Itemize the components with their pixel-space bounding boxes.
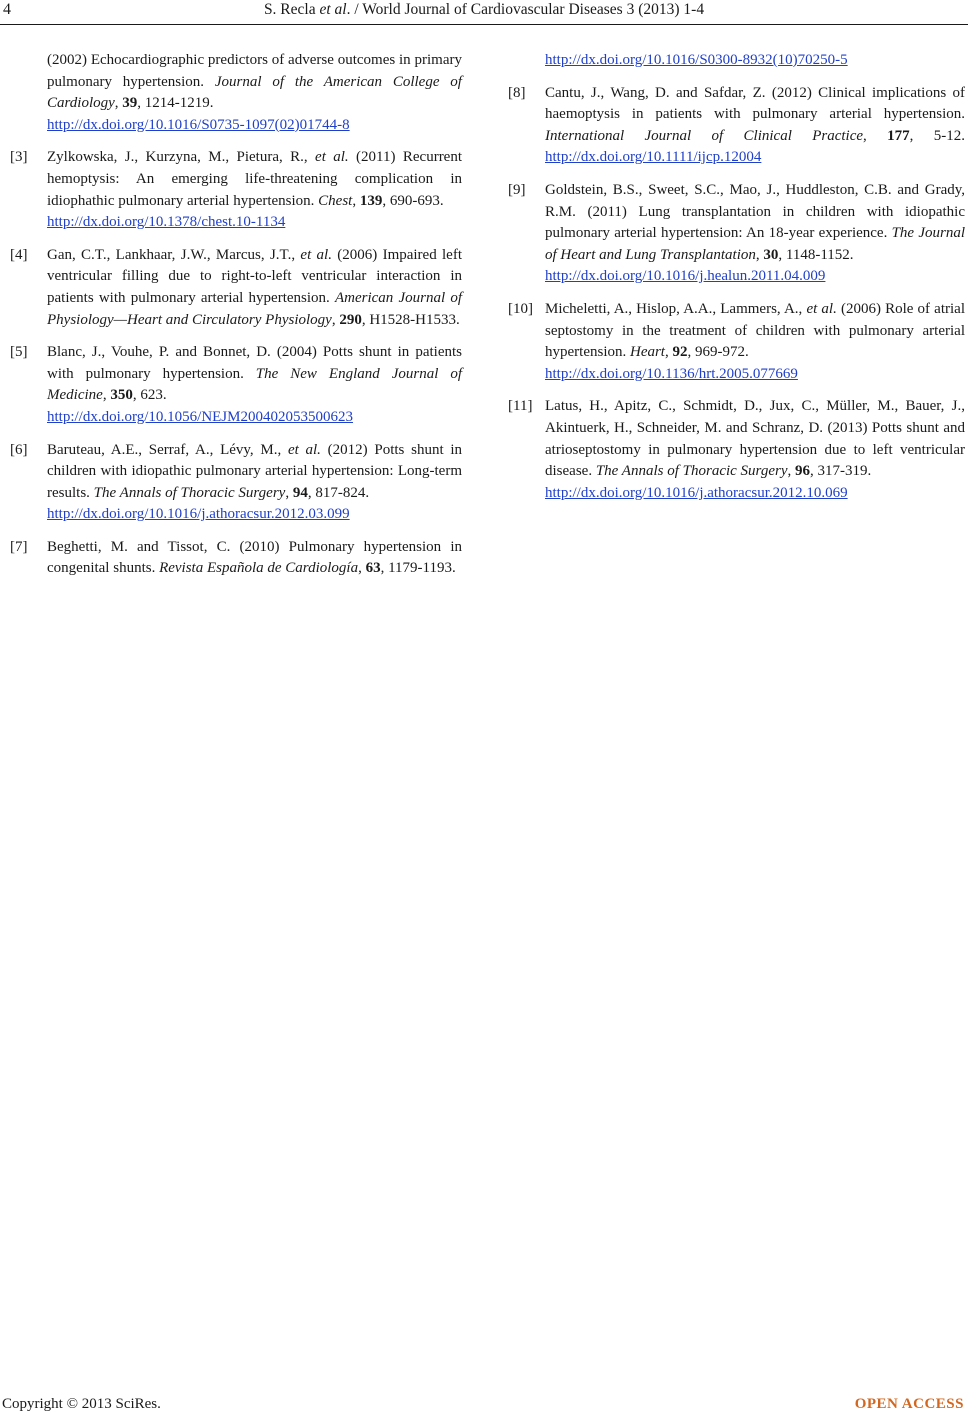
reference-pages: , 317-319. [810,463,872,480]
reference-separator: , [285,484,293,501]
reference-journal: The New England Journal of Medicine [47,365,462,404]
reference-doi-link[interactable]: http://dx.doi.org/10.1016/j.athoracsur.2012.03.099 [47,506,350,523]
reference-separator: , [352,192,360,209]
open-access-label: OPEN ACCESS [854,1396,964,1412]
reference-text [545,83,965,169]
reference-pages: , H1528-H1533. [361,311,460,328]
page-footer [0,1394,968,1414]
reference-authors: Blanc, J., Vouhe, P. and Bonnet, D. (2004) Potts shunt in patients with pulmonary hypertension. [47,344,462,382]
reference-text [545,50,965,72]
reference-entry [508,50,965,72]
reference-text [47,50,462,136]
reference-volume: 30 [763,246,779,263]
reference-volume: 177 [887,127,910,144]
reference-volume: 63 [365,560,381,577]
reference-journal: Chest [318,192,353,209]
reference-volume: 94 [292,484,308,501]
reference-doi-link[interactable]: http://dx.doi.org/10.1016/j.healun.2011.04.009 [545,268,826,285]
reference-entry [10,440,462,526]
reference-doi-link[interactable]: http://dx.doi.org/10.1016/S0735-1097(02)01744-8 [47,116,350,133]
reference-entry [10,147,462,233]
reference-journal: Heart [629,344,665,361]
reference-journal: The Journal of Heart and Lung Transplantation [545,225,965,263]
reference-pages: , 690-693. [382,192,444,209]
reference-pages: , 1214-1219. [137,95,214,112]
reference-doi-link[interactable]: http://dx.doi.org/10.1378/chest.10-1134 [47,214,286,231]
reference-text [545,180,965,288]
reference-pages: , 1148-1152. [778,246,854,263]
reference-pages: , 623. [132,387,167,404]
reference-volume: 290 [339,311,362,328]
reference-text [545,396,965,504]
reference-journal: International Journal of Clinical Practice [545,127,864,144]
running-title-etal: et al [319,1,347,18]
reference-volume: 92 [672,344,688,361]
reference-number: [7] [10,538,28,555]
reference-entry [508,180,965,288]
reference-title: (2006) Role of atrial septostomy in the treatment of children with pulmonary arterial hypertension. [545,300,965,361]
reference-journal: Journal of the American College of Cardiology [47,73,462,112]
reference-separator: , [114,95,123,112]
reference-doi-link[interactable]: http://dx.doi.org/10.1016/j.athoracsur.2012.10.069 [545,484,848,501]
reference-title: (2006) Impaired left ventricular filling due to right-to-left ventricular interaction in patients with pulmonary arterial hypertension. [47,246,463,306]
reference-separator: , [787,463,795,480]
page-number: 4 [3,1,11,18]
reference-entry [10,50,462,136]
reference-number: [10] [508,300,533,317]
reference-entry [10,245,462,331]
running-header [0,0,968,25]
reference-text [545,299,965,385]
reference-entry [508,83,965,169]
reference-volume: 96 [795,463,810,480]
reference-doi-link[interactable]: http://dx.doi.org/10.1056/NEJM200402053500623 [47,408,353,425]
reference-entry [10,342,462,428]
reference-pages: , 5-12. [909,127,966,144]
reference-authors: Cantu, J., Wang, D. and Safdar, Z. (2012) Clinical implications of haemoptysis in patients with pulmonary arterial hypertension. [545,84,965,123]
reference-text [47,147,462,233]
running-title-journal: . / World Journal of Cardiovascular Diseases 3 (2013) 1-4 [346,1,705,18]
reference-authors: Baruteau, A.E., Serraf, A., Lévy, M., [47,441,288,458]
reference-pages: , 817-824. [307,484,370,501]
reference-authors: Latus, H., Apitz, C., Schmidt, D., Jux, C., Müller, M., Bauer, J., Akintuerk, H., Schneider, M. and Schranz, D. (2013) Potts shunt and atrioseptostomy in pulmonary hypertension due to left ventricular disease. [545,398,965,480]
reference-number: [5] [10,344,28,361]
reference-separator: , [755,246,764,263]
reference-doi-link[interactable]: http://dx.doi.org/10.1111/ijcp.12004 [545,149,762,166]
reference-separator: , [331,311,340,328]
reference-separator: , [358,560,366,577]
reference-authors: Beghetti, M. and Tissot, C. (2010) Pulmonary hypertension in congenital shunts. [47,538,462,577]
reference-etal: et al. [315,149,349,166]
reference-authors: Goldstein, B.S., Sweet, S.C., Mao, J., Huddleston, C.B. and Grady, R.M. (2011) Lung transplantation in children with idiopathic pulmonary arterial hypertension: An 18-year experience. [545,181,965,242]
reference-title: (2012) Potts shunt in children with idiopathic pulmonary arterial hypertension: Long-term results. [47,441,462,501]
copyright-notice: Copyright © 2013 SciRes. [2,1396,161,1412]
reference-pages: , 1179-1193. [380,560,456,577]
reference-number: [11] [508,398,533,415]
reference-volume: 139 [359,192,383,209]
reference-journal: The Annals of Thoracic Surgery [93,484,286,501]
reference-journal: The Annals of Thoracic Surgery [595,463,788,480]
reference-number: [8] [508,84,526,101]
reference-number: [6] [10,441,28,458]
reference-number: [4] [10,246,28,263]
reference-separator: , [664,344,673,361]
reference-journal: Revista Española de Cardiología [159,560,359,577]
running-title-authors: S. Recla [263,1,320,18]
reference-text [47,440,462,526]
reference-number: [9] [508,181,526,198]
reference-volume: 350 [110,387,133,404]
reference-entry [508,299,965,385]
reference-doi-link[interactable]: http://dx.doi.org/10.1136/hrt.2005.077669 [545,365,798,382]
reference-etal: et al. [300,246,332,263]
reference-text [47,537,462,580]
references-right-column [508,50,965,515]
reference-number: [3] [10,149,28,166]
reference-journal: American Journal of Physiology—Heart and Circulatory Physiology [47,289,462,328]
reference-text [47,245,462,331]
reference-doi-link[interactable]: http://dx.doi.org/10.1016/S0300-8932(10)70250-5 [545,52,848,68]
reference-entry [508,396,965,504]
reference-text [47,342,462,428]
reference-etal: et al. [806,300,837,317]
reference-title: (2011) Recurrent hemoptysis: An emerging life-threatening complication in idiophathic pulmonary arterial hypertension. [47,149,463,209]
reference-authors: Zylkowska, J., Kurzyna, M., Pietura, R., [47,149,316,166]
reference-entry [10,537,462,580]
reference-separator: , [863,127,888,144]
references-left-column [10,50,462,591]
reference-volume: 39 [122,95,138,112]
reference-authors: Micheletti, A., Hislop, A.A., Lammers, A., [545,300,807,317]
running-title [0,0,968,20]
reference-authors: Gan, C.T., Lankhaar, J.W., Marcus, J.T., [47,246,301,263]
reference-authors: (2002) Echocardiographic predictors of adverse outcomes in primary pulmonary hypertension. [47,52,462,90]
reference-separator: , [102,387,111,404]
reference-etal: et al. [287,441,321,458]
reference-pages: , 969-972. [687,344,749,361]
